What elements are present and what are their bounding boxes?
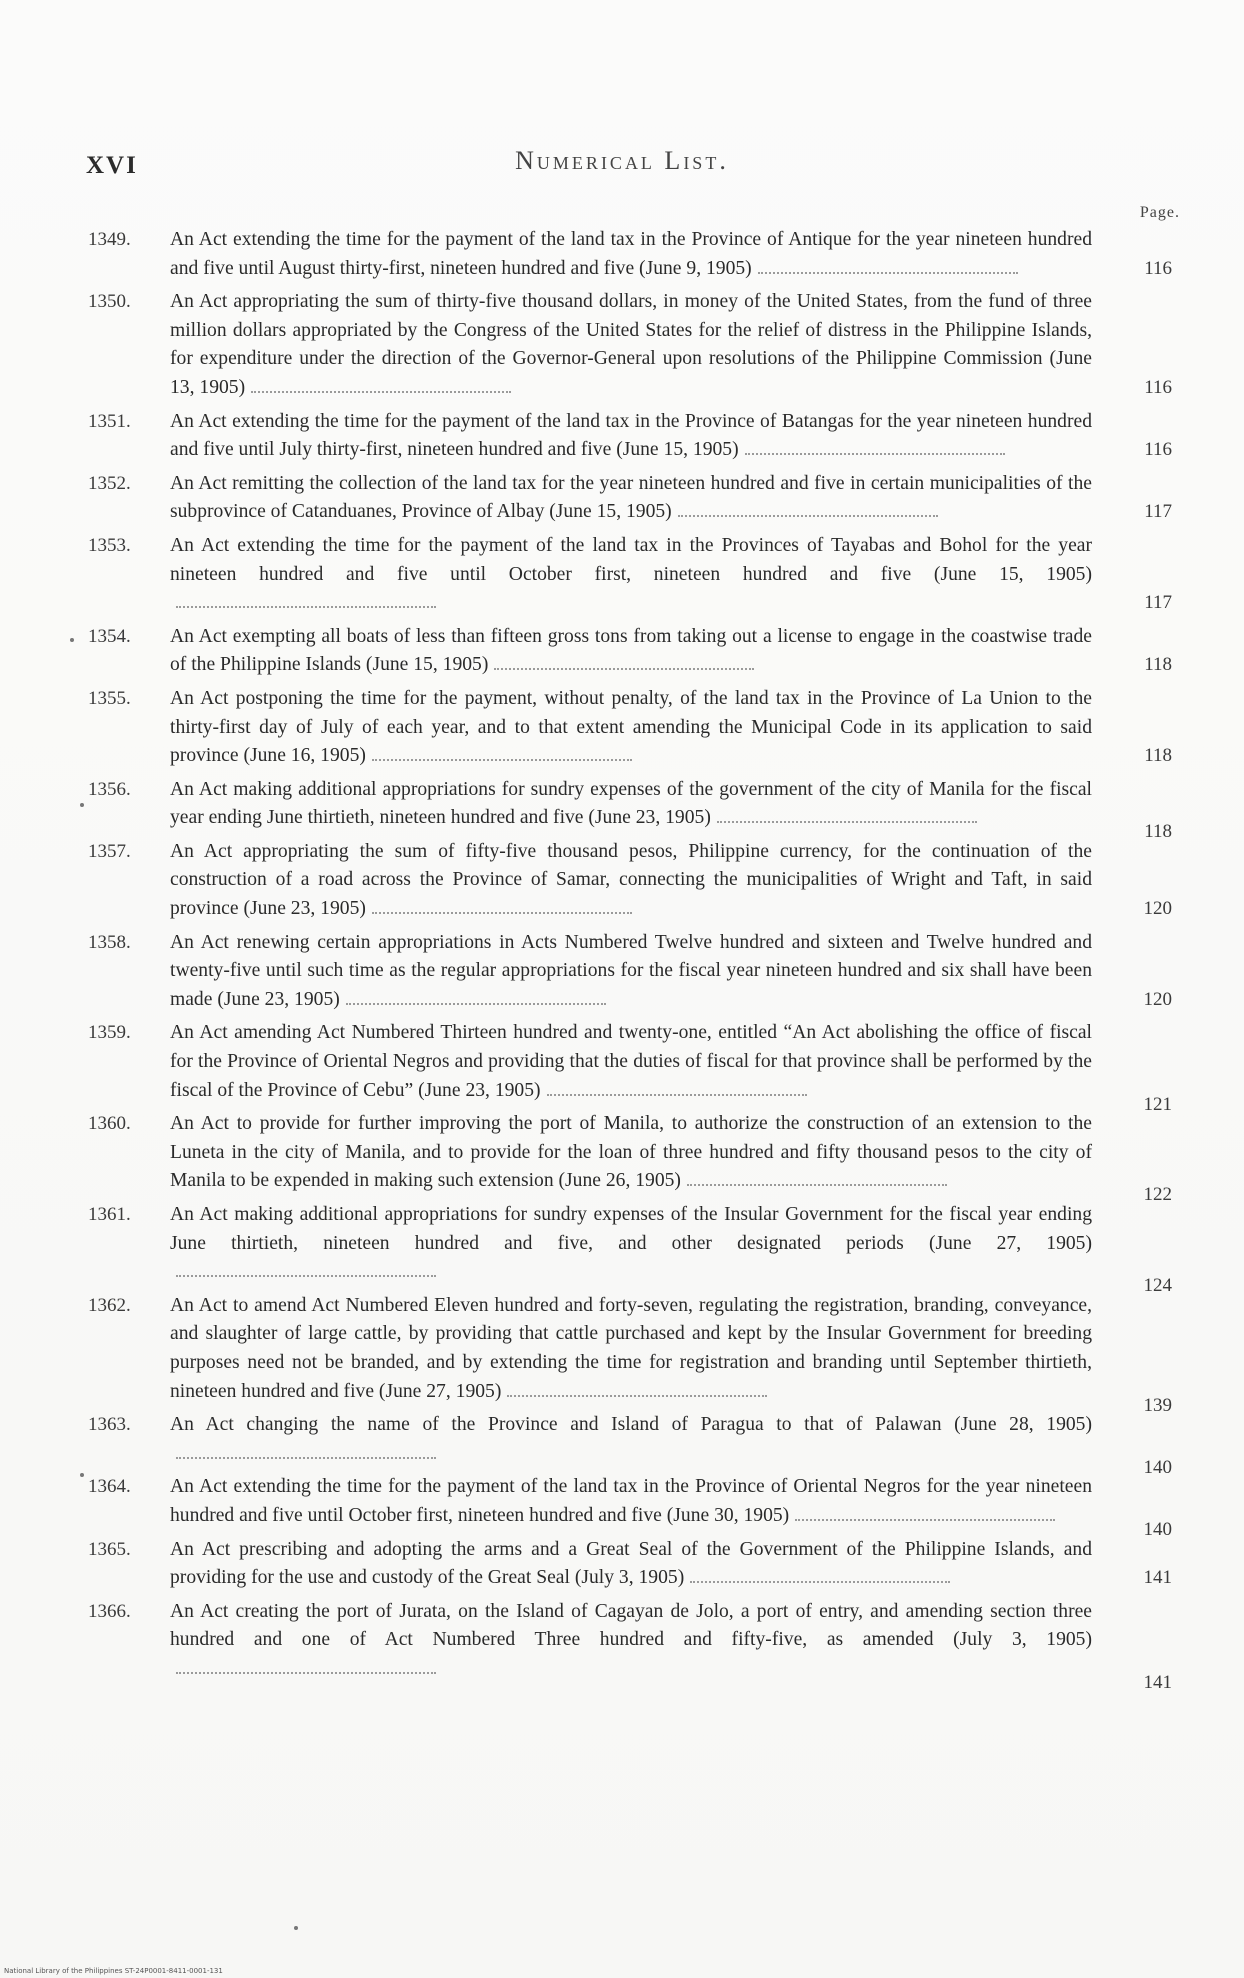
- act-number: 1365.: [88, 1538, 131, 1560]
- act-number: 1358.: [88, 931, 131, 953]
- page-reference: 118: [1144, 654, 1172, 676]
- act-number: 1359.: [88, 1022, 131, 1044]
- act-number: 1352.: [88, 472, 131, 494]
- act-number: 1355.: [88, 687, 131, 709]
- dot-leader: [251, 379, 511, 393]
- page-reference: 120: [1143, 898, 1172, 920]
- act-number: 1357.: [88, 840, 131, 862]
- act-entry: [88, 226, 1178, 283]
- page-reference: 141: [1143, 1567, 1172, 1589]
- act-title: An Act renewing certain appropriations in Acts Numbered Twelve hundred and sixteen and Twelve hundred and twenty-five until such time as the regular appropriations for the fiscal year nineteen hundred and six shall have been made (June 23, 1905): [170, 931, 1092, 1010]
- act-title: An Act amending Act Numbered Thirteen hundred and twenty-one, entitled “An Act abolishing the office of fiscal for the Province of Oriental Negros and providing that the duties of fiscal for that province shall be performed by the fiscal of the Province of Cebu” (June 23, 1905): [170, 1022, 1092, 1101]
- page-reference: 140: [1143, 1456, 1172, 1478]
- act-entry: [88, 623, 1178, 680]
- dot-leader: [717, 809, 977, 823]
- act-title: An Act extending the time for the payment of the land tax in the Province of Batangas for the year nineteen hundred and five until July thirty-first, nineteen hundred and five (June 15, 1905): [170, 410, 1092, 461]
- act-title: An Act appropriating the sum of fifty-five thousand pesos, Philippine currency, for the continuation of the construction of a road across the Province of Samar, connecting the municipalities of Wright and Taft, in said province (June 23, 1905): [170, 840, 1092, 920]
- dot-leader: [678, 503, 938, 517]
- dot-leader: [176, 1660, 436, 1674]
- act-title: An Act postponing the time for the payment, without penalty, of the land tax in the Province of La Union to the thirty-first day of July of each year, and to that extent amending the Municipal Code in its application to said province (June 16, 1905): [170, 687, 1092, 767]
- act-number: 1354.: [88, 625, 131, 647]
- page-reference: 116: [1144, 257, 1172, 279]
- act-entry: [88, 1110, 1178, 1206]
- act-number: 1353.: [88, 534, 131, 556]
- act-entry: [88, 1019, 1178, 1115]
- act-entry: [88, 838, 1178, 924]
- act-list: [88, 226, 1178, 1693]
- page-column-label: Page.: [1139, 204, 1180, 221]
- dot-leader: [758, 260, 1018, 274]
- scan-footer-note: National Library of the Philippines ST-24P0001-8411-0001-131: [4, 1967, 223, 1975]
- act-entry: [88, 929, 1178, 1015]
- page-reference: 122: [1143, 1184, 1172, 1206]
- act-number: 1360.: [88, 1113, 131, 1135]
- running-head: Numerical List.: [515, 146, 729, 175]
- act-entry: [88, 288, 1178, 402]
- act-number: 1350.: [88, 291, 131, 313]
- scan-speck: [80, 1473, 84, 1477]
- act-number: 1361.: [88, 1204, 131, 1225]
- dot-leader: [372, 900, 632, 914]
- act-entry: [88, 1598, 1178, 1693]
- act-entry: [88, 776, 1178, 843]
- dot-leader: [507, 1383, 767, 1397]
- page-reference: 121: [1143, 1093, 1172, 1115]
- act-entry: [88, 1473, 1178, 1540]
- page-reference: 117: [1144, 592, 1172, 614]
- dot-leader: [687, 1172, 947, 1186]
- act-number: 1362.: [88, 1294, 131, 1316]
- page-reference: 118: [1144, 745, 1172, 767]
- act-title: An Act changing the name of the Province and Island of Paragua to that of Palawan (June 28, 1905): [170, 1414, 1092, 1436]
- act-title: An Act exempting all boats of less than fifteen gross tons from taking out a license to engage in the coastwise trade of the Philippine Islands (June 15, 1905): [170, 625, 1092, 676]
- dot-leader: [372, 747, 632, 761]
- page-reference: 118: [1144, 821, 1172, 843]
- act-entry: [88, 532, 1178, 618]
- act-title: An Act extending the time for the payment of the land tax in the Province of Antique for the year nineteen hundred and five until August thirty-first, nineteen hundred and five (June 9, 1905): [170, 229, 1092, 279]
- page-reference: 140: [1143, 1518, 1172, 1540]
- act-title: An Act making additional appropriations for sundry expenses of the government of the city of Manila for the fiscal year ending June thirtieth, nineteen hundred and five (June 23, 1905): [170, 778, 1092, 829]
- page-reference: 141: [1143, 1671, 1172, 1693]
- dot-leader: [494, 656, 754, 670]
- scan-speck: [80, 803, 84, 807]
- page-reference: 117: [1144, 501, 1172, 523]
- scan-speck: [70, 638, 74, 642]
- dot-leader: [176, 1263, 436, 1277]
- act-title: An Act prescribing and adopting the arms and a Great Seal of the Government of the Philippine Islands, and providing for the use and custody of the Great Seal (July 3, 1905): [170, 1538, 1092, 1589]
- act-title: An Act appropriating the sum of thirty-five thousand dollars, in money of the United States, from the fund of three million dollars appropriated by the Congress of the United States for the relief of distress in the Philippine Islands, for expenditure under the direction of the Governor-General upon resolutions of the Philippine Commission (June 13, 1905): [170, 291, 1092, 398]
- act-entry: [88, 470, 1178, 527]
- act-title: An Act to provide for further improving the port of Manila, to authorize the construction of an extension to the Luneta in the city of Manila, and to provide for the loan of three hundred and fifty thousand pesos to the city of Manila to be expended in making such extension (June 26, 1905): [170, 1113, 1092, 1192]
- act-number: 1351.: [88, 410, 131, 432]
- dot-leader: [745, 441, 1005, 455]
- act-number: 1363.: [88, 1414, 131, 1436]
- act-title: An Act extending the time for the payment of the land tax in the Province of Oriental Negros for the year nineteen hundred and five until October first, nineteen hundred and five (June 30, 1905): [170, 1476, 1092, 1526]
- page-number: XVI: [86, 152, 138, 179]
- page-reference: 120: [1143, 988, 1172, 1010]
- act-number: 1349.: [88, 229, 131, 250]
- act-number: 1356.: [88, 778, 131, 800]
- act-title: An Act creating the port of Jurata, on the Island of Cagayan de Jolo, a port of entry, and amending section three hundred and one of Act Numbered Three hundred and fifty-five, as amended (July 3, 1905): [170, 1600, 1092, 1651]
- act-entry: [88, 1292, 1178, 1416]
- act-number: 1364.: [88, 1476, 131, 1498]
- dot-leader: [547, 1082, 807, 1096]
- act-title: An Act remitting the collection of the land tax for the year nineteen hundred and five in certain municipalities of the subprovince of Catanduanes, Province of Albay (June 15, 1905): [170, 472, 1092, 523]
- act-number: 1366.: [88, 1600, 131, 1622]
- act-entry: [88, 1201, 1178, 1297]
- page-reference: 124: [1143, 1275, 1172, 1297]
- scan-speck: [294, 1926, 298, 1930]
- page-reference: 139: [1143, 1394, 1172, 1416]
- dot-leader: [795, 1507, 1055, 1521]
- dot-leader: [176, 594, 436, 608]
- dot-leader: [346, 991, 606, 1005]
- act-title: An Act extending the time for the payment of the land tax in the Provinces of Tayabas and Bohol for the year nineteen hundred and five until October first, nineteen hundred and five (June 15, 1905): [170, 534, 1092, 585]
- act-title: An Act making additional appropriations for sundry expenses of the Insular Government for the fiscal year ending June thirtieth, nineteen hundred and five, and other designated periods (June 27, 1905): [170, 1204, 1092, 1254]
- dot-leader: [176, 1445, 436, 1459]
- act-title: An Act to amend Act Numbered Eleven hundred and forty-seven, regulating the registration, branding, conveyance, and slaughter of large cattle, by providing that cattle purchased and kept by the Insular Government for breeding purposes need not be branded, and by extending the time for registration and branding until September thirtieth, nineteen hundred and five (June 27, 1905): [170, 1294, 1092, 1402]
- page-reference: 116: [1144, 376, 1172, 398]
- act-entry: [88, 1536, 1178, 1593]
- page-reference: 116: [1144, 439, 1172, 461]
- act-entry: [88, 685, 1178, 771]
- act-entry: [88, 1411, 1178, 1478]
- dot-leader: [690, 1569, 950, 1583]
- act-entry: [88, 408, 1178, 465]
